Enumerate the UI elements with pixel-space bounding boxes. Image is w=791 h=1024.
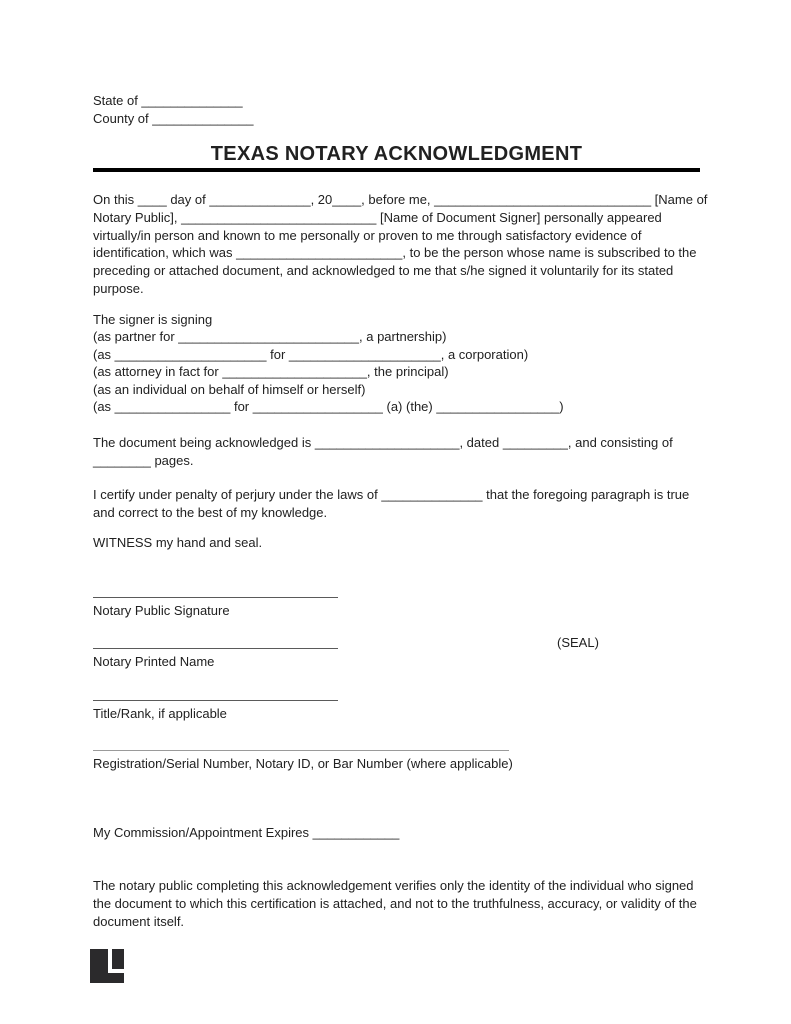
notary-disclaimer-paragraph	[93, 877, 697, 930]
text-line: The signer is signing	[93, 312, 213, 327]
text-line: (as attorney in fact for ____________________, the principal)	[93, 364, 449, 380]
text-line: purpose.	[93, 280, 144, 296]
notary-signature-blank-line	[93, 597, 338, 598]
text-line: the document to which this certification is attached, and not to the truthfulness, accuracy, or validity of the	[93, 895, 697, 911]
text-line: virtually/in person and known to me personally or proven to me through satisfactory evidence of	[93, 227, 642, 243]
text-line: preceding or attached document, and acknowledged to me that s/he signed it voluntarily for its stated	[93, 263, 674, 279]
notary-printed-name-blank-line	[93, 648, 338, 649]
commission-expiration-line: My Commission/Appointment Expires ____________	[93, 825, 400, 840]
text-line: On this ____ day of ______________, 20____, before me, ______________________________ [Name of	[93, 192, 708, 207]
title-rank-label: Title/Rank, if applicable	[93, 706, 227, 721]
title-underline-rule	[93, 168, 700, 172]
text-line: (as partner for _________________________, a partnership)	[93, 329, 447, 345]
intro-paragraph	[93, 191, 707, 298]
registration-number-label: Registration/Serial Number, Notary ID, or Bar Number (where applicable)	[93, 756, 513, 771]
registration-number-blank-line	[93, 750, 509, 751]
text-line: (as ________________ for __________________ (a) (the) _________________)	[93, 399, 564, 415]
notary-signature-label: Notary Public Signature	[93, 603, 230, 618]
text-line: The document being acknowledged is ____________________, dated _________, and consisting of	[93, 435, 673, 450]
text-line: I certify under penalty of perjury under the laws of ______________ that the foregoing paragraph is true	[93, 487, 690, 502]
legal-templates-logo	[90, 949, 124, 983]
signer-capacity-section	[93, 311, 564, 415]
text-line: and correct to the best of my knowledge.	[93, 504, 328, 520]
logo-cut-horizontal	[108, 969, 124, 973]
seal-placeholder: (SEAL)	[557, 635, 599, 650]
page-title: TEXAS NOTARY ACKNOWLEDGMENT	[210, 143, 583, 165]
text-line: Notary Public], ___________________________ [Name of Document Signer] personally appeared	[93, 209, 662, 225]
text-line: The notary public completing this acknowledgement verifies only the identity of the individual who signed	[93, 878, 694, 893]
text-line: ________ pages.	[93, 452, 194, 468]
title-rank-blank-line	[93, 700, 338, 701]
state-of-line: State of ______________	[93, 93, 243, 108]
text-line: identification, which was _______________________, to be the person whose name is subscribed to the	[93, 245, 697, 261]
text-line: document itself.	[93, 913, 185, 929]
text-line: (as _____________________ for _____________________, a corporation)	[93, 346, 529, 362]
text-line: (as an individual on behalf of himself or herself)	[93, 381, 366, 397]
document-acknowledged-paragraph	[93, 434, 673, 470]
witness-statement: WITNESS my hand and seal.	[93, 535, 263, 550]
notary-printed-name-label: Notary Printed Name	[93, 654, 215, 669]
perjury-certification-paragraph	[93, 486, 689, 522]
county-of-line: County of ______________	[93, 111, 254, 126]
